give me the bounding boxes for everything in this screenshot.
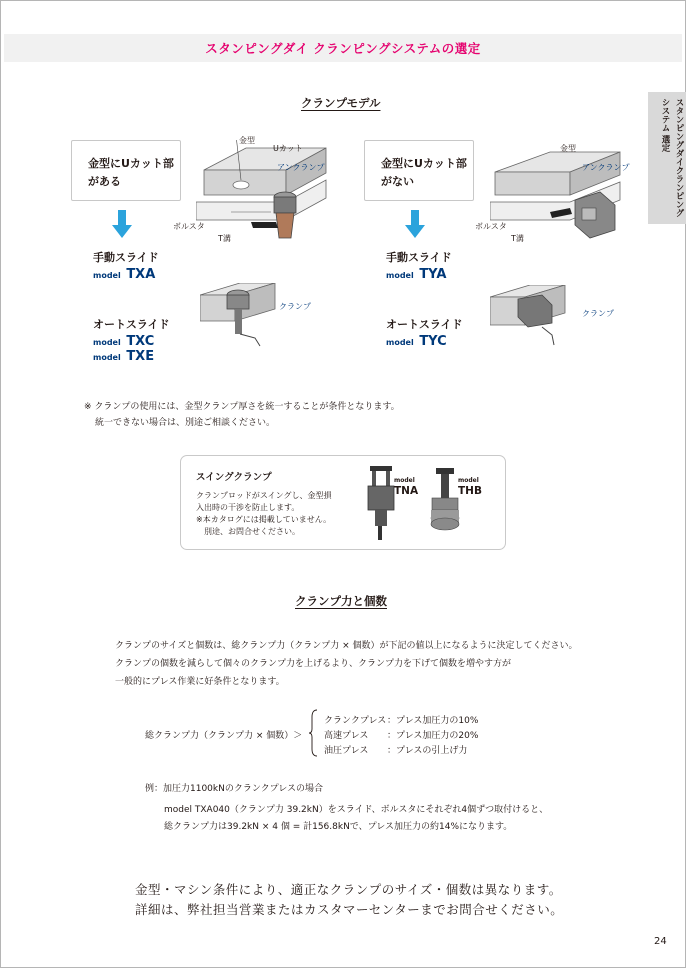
- example-line1: model TXA040（クランプ力 39.2kN）をスライド、ボルスタにそれぞれ4個ずつ取付けると、: [164, 805, 549, 815]
- model-tyc: [386, 330, 447, 349]
- auto-slide-label-right: オートスライド: [386, 318, 463, 331]
- condition-right-line2: がない: [381, 175, 414, 188]
- model-code: TXC: [126, 334, 155, 349]
- usage-note-line1: ※ クランプの使用には、金型クランプ厚さを統一することが条件となります。: [84, 402, 400, 412]
- press-type: クランクプレス: [324, 716, 387, 726]
- label-unclamp-right: アンクランプ: [582, 163, 630, 172]
- model-code: THB: [458, 485, 482, 497]
- side-tab[interactable]: スタンピングダイクランピングシステム 選定: [648, 92, 686, 224]
- model-prefix: model: [386, 271, 414, 280]
- model-prefix: model: [93, 271, 121, 280]
- model-prefix: model: [386, 338, 414, 347]
- press-value: ：プレス加圧力の10%: [387, 716, 479, 726]
- model-code: TYA: [419, 267, 447, 282]
- manual-slide-label-left: 手動スライド: [93, 251, 159, 264]
- label-tslot-right: T溝: [511, 234, 524, 243]
- condition-crank: [324, 713, 478, 726]
- title-bar: [4, 34, 682, 62]
- press-type: 油圧プレス: [324, 746, 369, 756]
- label-clamp-right: クランプ: [582, 309, 614, 318]
- model-code: TXA: [126, 267, 156, 282]
- models-heading: クランプモデル: [301, 96, 381, 110]
- label-bolster-right: ボルスタ: [475, 222, 507, 231]
- closing-line2: 詳細は、弊社担当営業またはカスタマーセンターまでお問合せください。: [135, 902, 564, 917]
- formula-left: 総クランプ力（クランプ力 × 個数）＞: [145, 731, 303, 741]
- condition-highspeed: [324, 728, 478, 741]
- swing-description: [196, 490, 332, 538]
- condition-card-right: [364, 140, 474, 201]
- label-die-right: 金型: [560, 144, 576, 153]
- condition-hydraulic: [324, 743, 467, 756]
- condition-left-line2: がある: [88, 175, 121, 188]
- swing-desc-line3: ※本カタログには掲載していません。: [196, 515, 332, 524]
- swing-desc-line2: 入出時の干渉を防止します。: [196, 503, 300, 512]
- press-value: ：プレスの引上げ力: [387, 746, 468, 756]
- auto-clamp-figure-left: [200, 283, 280, 348]
- down-arrow-icon: [405, 210, 425, 240]
- model-tna: [394, 476, 418, 496]
- label-bolster-left: ボルスタ: [173, 222, 205, 231]
- label-die-left: 金型: [239, 136, 255, 145]
- auto-slide-label-left: オートスライド: [93, 318, 170, 331]
- auto-clamp-figure-right: [490, 285, 570, 350]
- model-txa: [93, 263, 155, 282]
- press-value: ：プレス加圧力の20%: [387, 731, 479, 741]
- down-arrow-icon: [112, 210, 132, 240]
- manual-slide-label-right: 手動スライド: [386, 251, 452, 264]
- model-prefix: model: [93, 353, 121, 362]
- label-tslot-left: T溝: [218, 234, 231, 243]
- example-label: 例：加圧力1100kNのクランクプレスの場合: [145, 784, 324, 794]
- example-line2: 総クランプ力は39.2kN × 4 個 = 計156.8kNで、プレス加圧力の約14%になります。: [164, 822, 513, 832]
- condition-left-line1: 金型にUカット部: [88, 157, 174, 170]
- force-para-line3: 一般的にプレス作業に好条件となります。: [115, 677, 285, 687]
- condition-card-left: [71, 140, 181, 201]
- closing-line1: 金型・マシン条件により、適正なクランプのサイズ・個数は異なります。: [135, 882, 562, 897]
- swing-desc-line4: 別途、お問合せください。: [204, 527, 300, 536]
- brace-icon: [309, 709, 319, 757]
- model-code: TNA: [394, 485, 419, 497]
- swing-clamp-box: [180, 455, 506, 550]
- ucut-clamp-figure: [196, 140, 336, 245]
- force-para-line1: クランプのサイズと個数は、総クランプ力（クランプ力 × 個数）が下記の値以上になるように決定してください。: [115, 641, 578, 651]
- usage-note-line2: 統一できない場合は、別途ご相談ください。: [95, 418, 276, 428]
- press-type: 高速プレス: [324, 731, 369, 741]
- model-prefix: model: [458, 477, 479, 484]
- model-tya: [386, 263, 446, 282]
- model-thb: [458, 476, 482, 496]
- page-title: スタンピングダイ クランピングシステムの選定: [205, 41, 481, 56]
- force-paragraph: [115, 637, 578, 691]
- swing-desc-line1: クランプロッドがスイングし、金型損: [196, 491, 332, 500]
- model-prefix: model: [93, 338, 121, 347]
- label-unclamp-left: アンクランプ: [277, 163, 325, 172]
- force-heading: クランプ力と個数: [295, 594, 387, 608]
- condition-right-line1: 金型にUカット部: [381, 157, 467, 170]
- page-number: 24: [654, 936, 667, 947]
- label-clamp-left: クランプ: [279, 302, 311, 311]
- model-prefix: model: [394, 477, 415, 484]
- model-txe: [93, 345, 154, 364]
- label-ucut: Uカット: [273, 144, 303, 153]
- closing-text: [135, 880, 563, 920]
- swing-title: スイングクランプ: [196, 472, 272, 483]
- model-code: TXE: [126, 349, 155, 364]
- force-para-line2: クランプの個数を減らして個々のクランプ力を上げるより、クランプ力を下げて個数を増やす方が: [115, 659, 512, 669]
- model-code: TYC: [419, 334, 447, 349]
